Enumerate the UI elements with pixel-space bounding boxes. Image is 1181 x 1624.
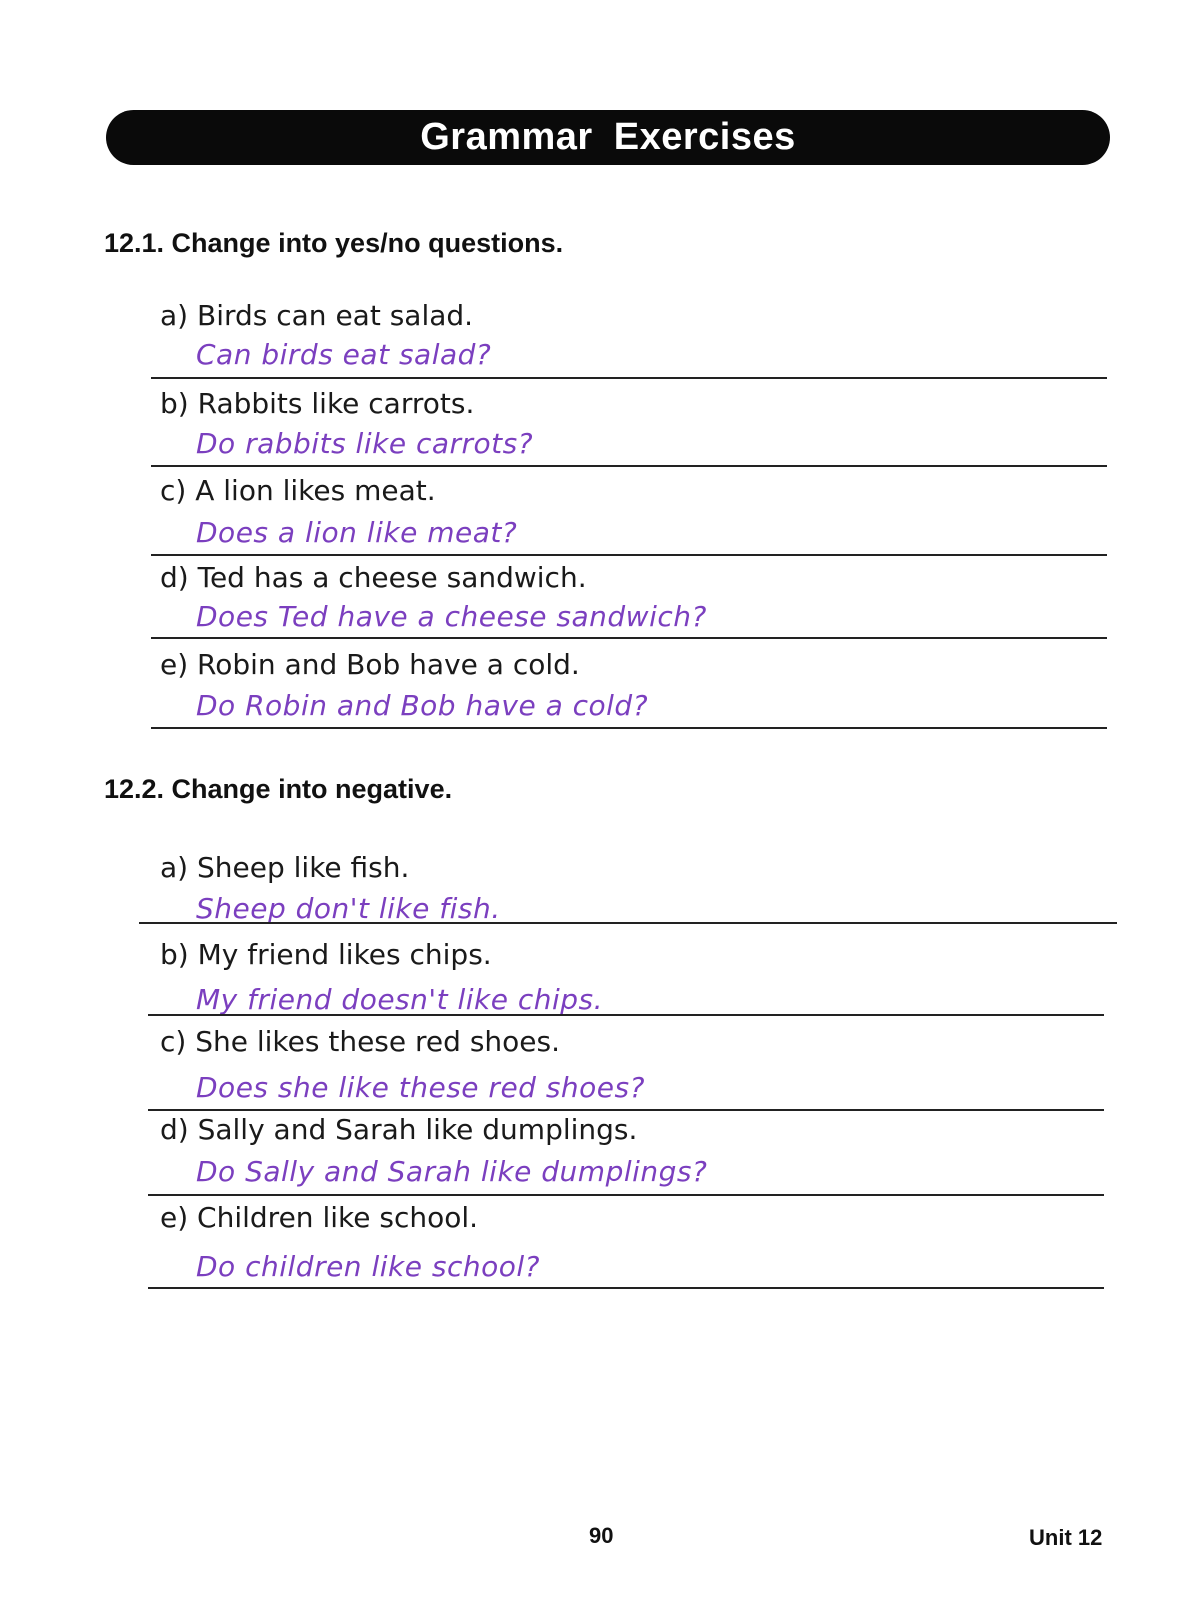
exercise-answer: Sheep don't like fish. — [196, 892, 501, 925]
exercise-answer: Do Robin and Bob have a cold? — [196, 689, 649, 722]
exercise-prompt: c) A lion likes meat. — [160, 474, 436, 507]
answer-line — [148, 1109, 1104, 1111]
page-title: Grammar Exercises — [420, 116, 796, 158]
answer-line — [151, 637, 1107, 639]
exercise-prompt: b) My friend likes chips. — [160, 938, 492, 971]
exercise-answer: Do children like school? — [196, 1250, 540, 1283]
answer-line — [139, 922, 1117, 924]
answer-line — [148, 1014, 1104, 1016]
unit-label: Unit 12 — [1029, 1525, 1103, 1550]
exercise-prompt: b) Rabbits like carrots. — [160, 387, 475, 420]
exercise-prompt: e) Children like school. — [160, 1201, 479, 1234]
answer-line — [151, 377, 1107, 379]
answer-line — [151, 727, 1107, 729]
exercise-answer: My friend doesn't like chips. — [196, 983, 604, 1016]
exercise-answer: Does she like these red shoes? — [196, 1071, 645, 1104]
answer-line — [148, 1287, 1104, 1289]
exercise-prompt: e) Robin and Bob have a cold. — [160, 648, 580, 681]
answer-line — [148, 1194, 1104, 1196]
exercise-answer: Can birds eat salad? — [196, 338, 492, 371]
section-heading-12-1: 12.1. Change into yes/no questions. — [104, 228, 564, 258]
answer-line — [151, 554, 1107, 556]
exercise-prompt: c) She likes these red shoes. — [160, 1025, 560, 1058]
section-heading-12-2: 12.2. Change into negative. — [104, 774, 453, 804]
exercise-prompt: d) Sally and Sarah like dumplings. — [160, 1113, 638, 1146]
exercise-answer: Do Sally and Sarah like dumplings? — [196, 1155, 708, 1188]
exercise-prompt: a) Sheep like fish. — [160, 851, 410, 884]
exercise-answer: Does a lion like meat? — [196, 516, 518, 549]
answer-line — [151, 465, 1107, 467]
exercise-answer: Does Ted have a cheese sandwich? — [196, 600, 707, 633]
exercise-prompt: d) Ted has a cheese sandwich. — [160, 561, 587, 594]
page-title-bar — [106, 110, 1110, 165]
exercise-answer: Do rabbits like carrots? — [196, 427, 534, 460]
exercise-prompt: a) Birds can eat salad. — [160, 299, 474, 332]
page-number: 90 — [589, 1523, 614, 1548]
